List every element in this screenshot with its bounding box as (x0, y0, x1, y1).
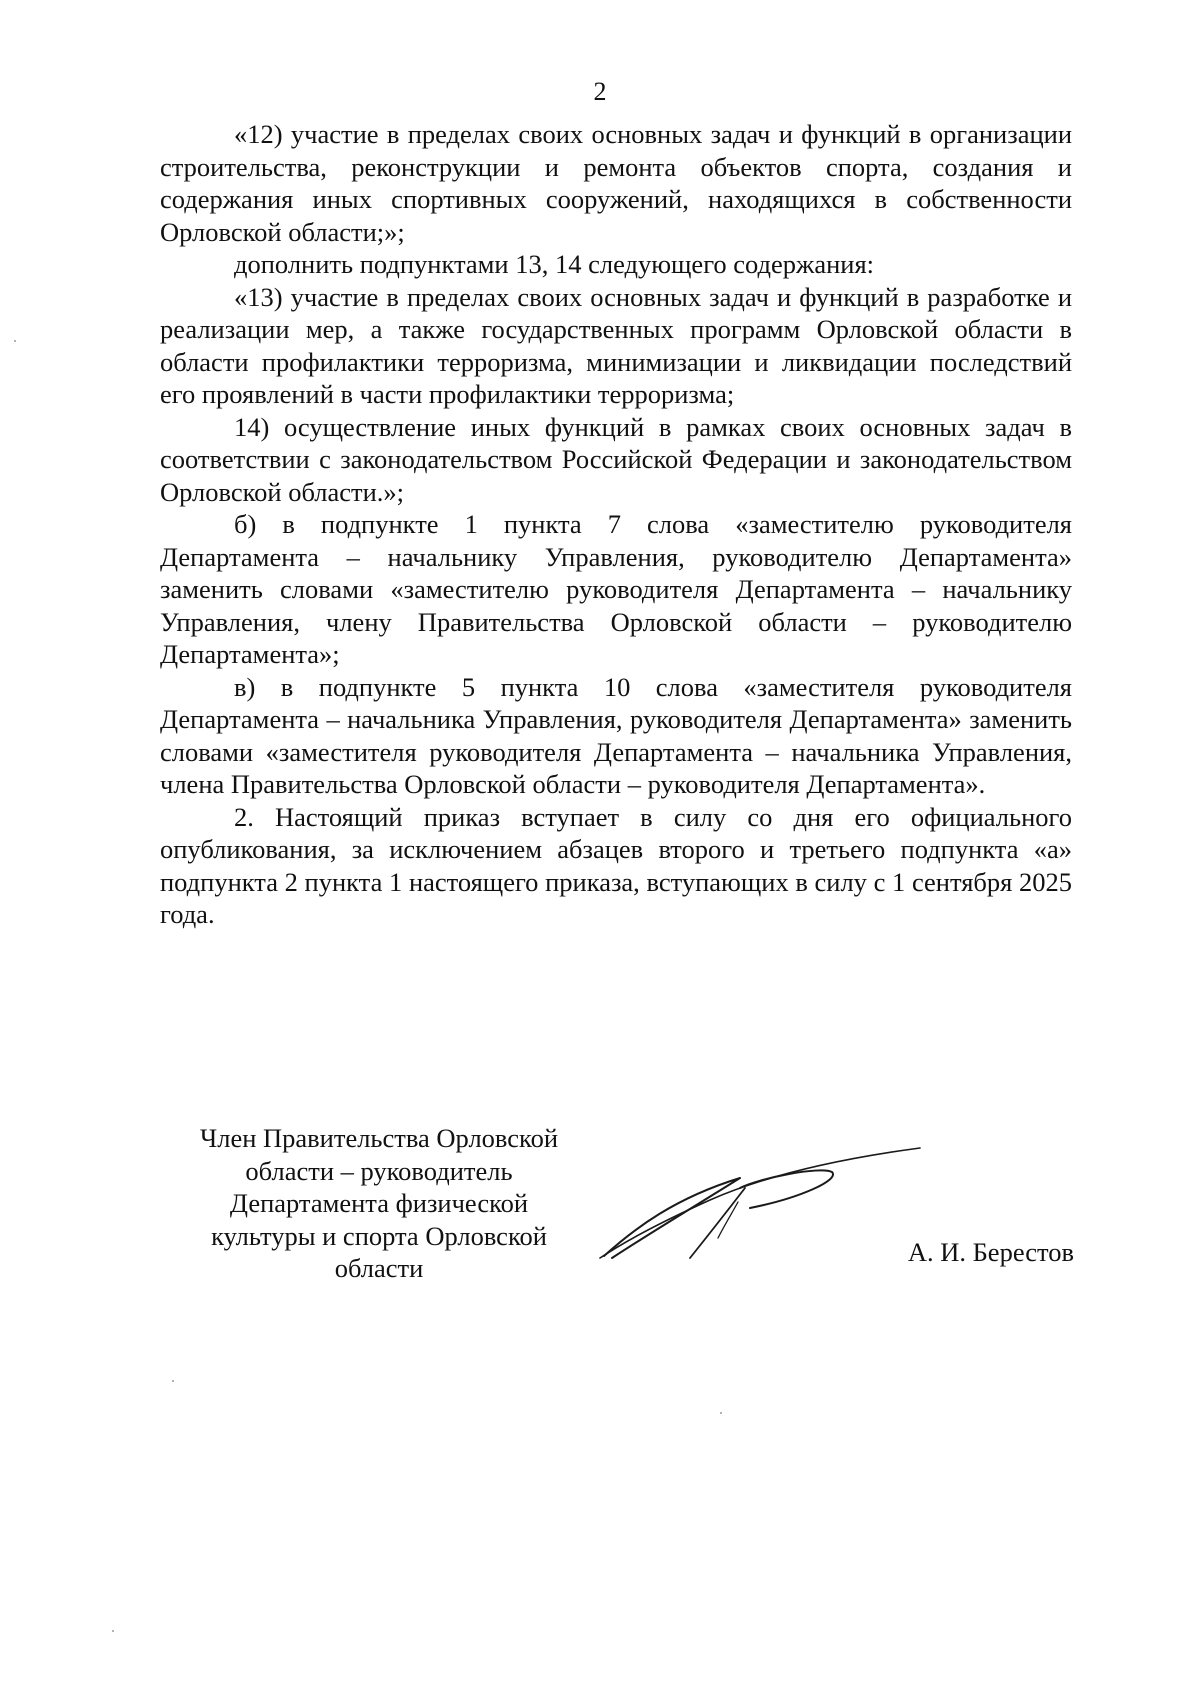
scan-speck (112, 1630, 114, 1632)
scan-speck (172, 1380, 174, 1382)
signer-position-line: области (334, 1253, 424, 1283)
scan-speck (14, 340, 16, 342)
page-number: 2 (593, 77, 607, 106)
signer-name: А. И. Берестов (907, 1237, 1074, 1267)
paragraph-subitem-12: «12) участие в пределах своих основных задач и функций в организации строительства, реконструкции и ремонта объектов спорта, создания и содержания иных спортивных сооружений, находящихся в собственности Орловской области;»; (160, 119, 1072, 247)
signer-position-line: Департамента физической (229, 1188, 529, 1218)
signer-position-line: Член Правительства Орловской (200, 1123, 558, 1153)
signer-position (170, 1122, 588, 1285)
paragraph-item-b: б) в подпункте 1 пункта 7 слова «заместителю руководителя Департамента – начальнику Управления, руководителю Департамента» заменить словами «заместителю руководителя Департамента – начальнику Управления, члену Правительства Орловской области – руководителю Департамента»; (160, 509, 1072, 669)
signer-position-line: области – руководитель (245, 1155, 513, 1186)
paragraph-item-v: в) в подпункте 5 пункта 10 слова «заместителя руководителя Департамента – начальника Управления, руководителя Департамента» заменить словами «заместителя руководителя Департамента – начальника Управления, члена Правительства Орловской области – руководителя Департамента». (160, 671, 1072, 799)
paragraph-item-2: 2. Настоящий приказ вступает в силу со дня его официального опубликования, за исключением абзацев второго и третьего подпункта «а» подпункта 2 пункта 1 настоящего приказа, вступающих в силу с 1 сентября 2025 года. (160, 801, 1072, 929)
paragraph-subitem-14: 14) осуществление иных функций в рамках своих основных задач в соответствии с законодательством Российской Федерации и законодательством Орловской области.»; (160, 411, 1072, 507)
paragraph-add-subitems: дополнить подпунктами 13, 14 следующего содержания: (234, 249, 875, 279)
scan-speck (720, 1412, 722, 1414)
signer-position-line: культуры и спорта Орловской (211, 1220, 547, 1251)
paragraph-subitem-13: «13) участие в пределах своих основных задач и функций в разработке и реализации мер, а также государственных программ Орловской области в области профилактики терроризма, минимизации и ликвидации последствий его проявлений в части профилактики терроризма; (160, 281, 1072, 409)
document-body (160, 118, 1072, 931)
